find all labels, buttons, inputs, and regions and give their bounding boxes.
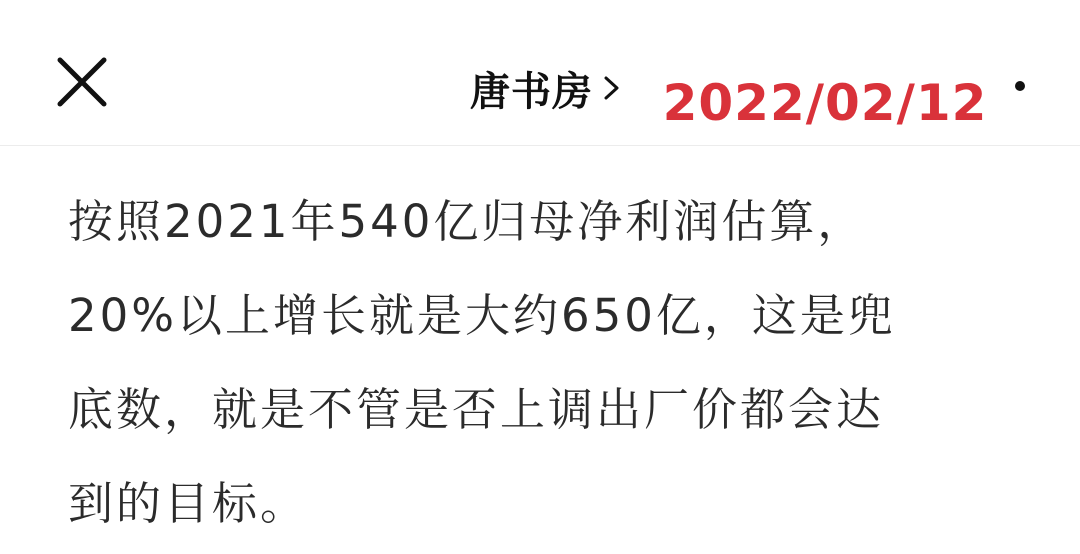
article-line: 底数，就是不管是否上调出厂价都会达 xyxy=(68,383,885,436)
account-name-link[interactable] xyxy=(470,60,623,116)
account-name: 唐书房 xyxy=(470,68,593,115)
chevron-right-icon xyxy=(601,73,623,103)
date-stamp-text: 2022/02/12 xyxy=(662,74,988,132)
article-line: 按照2021年540亿归母净利润估算， xyxy=(68,195,866,248)
article-line: 20%以上增长就是大约650亿，这是兜 xyxy=(68,289,896,342)
close-button[interactable] xyxy=(52,52,112,112)
date-stamp xyxy=(640,62,1010,144)
header-divider xyxy=(0,145,1080,146)
article-line: 到的目标。 xyxy=(68,477,309,530)
close-icon xyxy=(52,52,112,112)
article-body xyxy=(68,175,1028,551)
